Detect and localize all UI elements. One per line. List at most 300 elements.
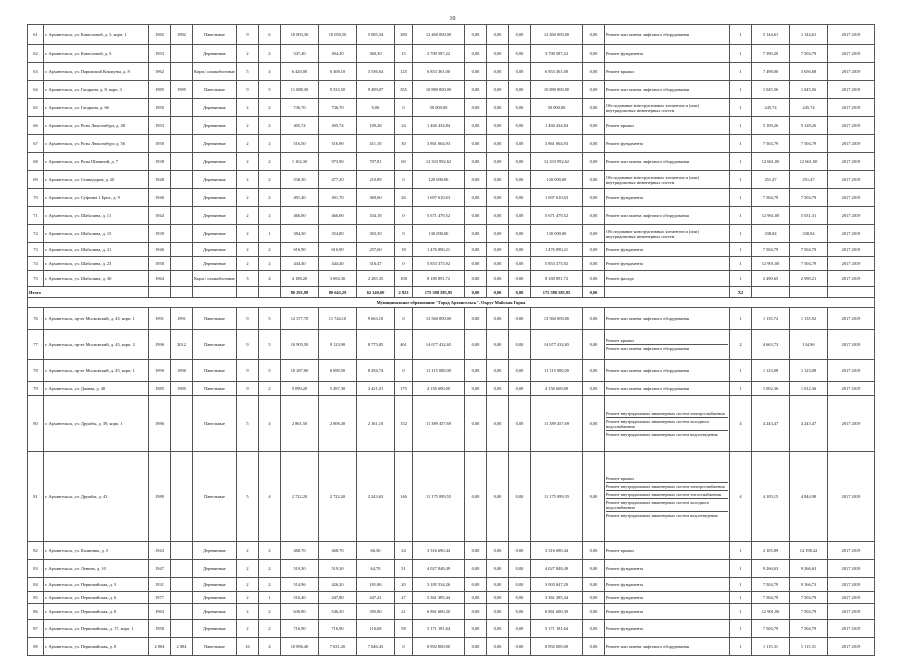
work-count: 1 <box>730 604 752 620</box>
cost-local: 0,00 <box>509 25 531 45</box>
area-premises: 546,30 <box>319 604 357 620</box>
area-premises: 2 722,20 <box>319 452 357 542</box>
work-item: Ремонт внутридомовых инженерных систем электроснабжения <box>606 483 728 491</box>
wall-material: Деревянные <box>193 604 237 620</box>
cost-regional: 0,00 <box>487 330 509 360</box>
year-built: 1989 <box>149 452 171 542</box>
table-row <box>28 308 875 330</box>
address: г. Архангельск, ул. Розы Шаниной, д. 7 <box>44 153 149 171</box>
repair-cost: 6 861 600,30 <box>413 604 465 620</box>
row-number: 79 <box>28 382 44 396</box>
work-types <box>605 207 730 225</box>
cost-other: 0,00 <box>583 99 605 117</box>
address: г. Архангельск, ул. Шабалина, д. 21 <box>44 243 149 257</box>
work-item: Обследование конструктивных элементов и (или) внутридомовых инженерных систем <box>606 174 699 185</box>
table-row <box>28 638 875 656</box>
year-commissioned <box>171 171 193 189</box>
work-types <box>605 81 730 99</box>
cost-federal: 0,00 <box>465 117 487 135</box>
cost-other: 0,00 <box>583 452 605 542</box>
work-types <box>605 243 730 257</box>
unit-cost: 12 901,00 <box>752 257 790 271</box>
wall-material: Деревянные <box>193 620 237 638</box>
cost-owners: 3 700 587,22 <box>531 45 583 63</box>
area-total: 11 088,30 <box>281 81 319 99</box>
cost-federal: 0,00 <box>465 45 487 63</box>
residents: 108 <box>395 271 413 287</box>
floors: 2 <box>237 135 259 153</box>
table-row <box>28 63 875 81</box>
work-item: Ремонт или замена лифтового оборудования <box>606 346 689 351</box>
work-types <box>605 271 730 287</box>
cost-regional: 0,00 <box>487 135 509 153</box>
address: г. Архангельск, ул. Стивидоров, д. 20 <box>44 171 149 189</box>
residents: 0 <box>395 207 413 225</box>
floors: 2 <box>237 207 259 225</box>
work-item: Ремонт или замена лифтового оборудования <box>606 368 689 373</box>
unit-cost: 4 663,73 <box>752 330 790 360</box>
area-living: 66,30 <box>357 542 395 560</box>
repair-cost: 5 671 479,52 <box>413 207 465 225</box>
cost-owners: 11 175 099,55 <box>531 452 583 542</box>
table-row <box>28 171 875 189</box>
address: г. Архангельск, ул. Суфтина 1 Бриг., д. 9 <box>44 189 149 207</box>
unit-cost: 7 498,00 <box>752 63 790 81</box>
cost-local: 0,00 <box>509 638 531 656</box>
row-number: 61 <box>28 25 44 45</box>
year-commissioned <box>171 257 193 271</box>
cost-other: 0,00 <box>583 560 605 578</box>
year-built: 1944 <box>149 207 171 225</box>
cost-other: 0,00 <box>583 638 605 656</box>
repair-cost: 130 000,00 <box>413 225 465 243</box>
cost-owners: 13 560 000,00 <box>531 308 583 330</box>
area-living: 0,00 <box>357 99 395 117</box>
address: г. Архангельск, ул. Первомайская, д. 6 <box>44 592 149 604</box>
area-living: 303,30 <box>357 225 395 243</box>
entrances: 2 <box>259 207 281 225</box>
residents: 461 <box>395 330 413 360</box>
work-item: Ремонт фундамента <box>606 51 644 56</box>
work-count: 1 <box>730 271 752 287</box>
area-total: 519,30 <box>281 560 319 578</box>
work-item: Ремонт крыши <box>606 337 728 345</box>
floors: 3 <box>237 271 259 287</box>
area-premises: 466,00 <box>319 207 357 225</box>
wall-material: Деревянные <box>193 243 237 257</box>
work-count: 1 <box>730 638 752 656</box>
floors: 16 <box>237 638 259 656</box>
table-row <box>28 330 875 360</box>
wall-material: Деревянные <box>193 171 237 189</box>
area-living: 395,80 <box>357 604 395 620</box>
area-living: 110,68 <box>357 620 395 638</box>
entrances: 2 <box>259 153 281 171</box>
area-living: 2 243,63 <box>357 452 395 542</box>
unit-cost-limit: 9 266,63 <box>790 560 828 578</box>
totals-zero: 0,00 <box>465 287 487 298</box>
year-commissioned: 2 004 <box>171 638 193 656</box>
row-number: 85 <box>28 592 44 604</box>
work-types <box>605 542 730 560</box>
work-item: Ремонт фундамента <box>606 261 644 266</box>
floors: 2 <box>237 45 259 63</box>
cost-regional: 0,00 <box>487 25 509 45</box>
work-item: Ремонт фасада <box>606 276 634 281</box>
unit-cost: 338,84 <box>752 225 790 243</box>
area-premises: 616,90 <box>319 243 357 257</box>
cost-owners: 1 697 610,63 <box>531 189 583 207</box>
entrances: 1 <box>259 592 281 604</box>
repair-cost: 8 892 000,00 <box>413 638 465 656</box>
floors: 9 <box>237 81 259 99</box>
year-built: 1985 <box>149 382 171 396</box>
address: г. Архангельск, ул. Розы Люксембург, д. 48 <box>44 117 149 135</box>
cost-other: 0,00 <box>583 117 605 135</box>
year-built: 1950 <box>149 99 171 117</box>
residents: 175 <box>395 382 413 396</box>
table-row <box>28 135 875 153</box>
wall-material: Деревянные <box>193 45 237 63</box>
area-living: 257,60 <box>357 243 395 257</box>
table-row <box>28 257 875 271</box>
area-premises: 2 808,40 <box>319 396 357 452</box>
table-row <box>28 225 875 243</box>
floors: 2 <box>237 592 259 604</box>
cost-regional: 0,00 <box>487 638 509 656</box>
work-item: Ремонт или замена лифтового оборудования <box>606 159 689 164</box>
work-types <box>605 560 730 578</box>
area-premises: 10 050,50 <box>319 25 357 45</box>
cost-federal: 0,00 <box>465 271 487 287</box>
floors: 2 <box>237 189 259 207</box>
work-count: 1 <box>730 207 752 225</box>
repair-cost: 5 853 375,92 <box>413 257 465 271</box>
work-count: 1 <box>730 99 752 117</box>
work-count: 1 <box>730 171 752 189</box>
address: г. Архангельск, ул. Гагарина, д. 8, корп. 3 <box>44 81 149 99</box>
cost-regional: 0,00 <box>487 382 509 396</box>
area-total: 12 377,70 <box>281 308 319 330</box>
cost-regional: 0,00 <box>487 117 509 135</box>
year-built: 1953 <box>149 117 171 135</box>
year-built: 1962 <box>149 63 171 81</box>
totals-count: X2 <box>730 287 752 298</box>
repair-cost: 3 185 534,26 <box>413 578 465 592</box>
period: 2017 2019 <box>828 330 875 360</box>
cost-regional: 0,00 <box>487 542 509 560</box>
cost-local: 0,00 <box>509 578 531 592</box>
unit-cost-limit: 4 844,98 <box>790 452 828 542</box>
work-types <box>605 382 730 396</box>
floors: 2 <box>237 225 259 243</box>
area-total: 2 861,50 <box>281 396 319 452</box>
row-number: 66 <box>28 117 44 135</box>
work-types <box>605 99 730 117</box>
work-count: 1 <box>730 135 752 153</box>
year-built: 1943 <box>149 542 171 560</box>
area-total: 616,90 <box>281 243 319 257</box>
year-commissioned: 1985 <box>171 382 193 396</box>
year-commissioned: 2012 <box>171 330 193 360</box>
year-commissioned <box>171 135 193 153</box>
cost-owners: 4 027 848,49 <box>531 560 583 578</box>
area-living: 707,81 <box>357 153 395 171</box>
year-commissioned <box>171 542 193 560</box>
work-item: Ремонт фундамента <box>606 609 644 614</box>
row-number: 74 <box>28 257 44 271</box>
work-count: 4 <box>730 396 752 452</box>
cost-regional: 0,00 <box>487 271 509 287</box>
year-built: 1977 <box>149 592 171 604</box>
work-count: 1 <box>730 592 752 604</box>
unit-cost: 5 109,26 <box>752 117 790 135</box>
year-built: 1950 <box>149 135 171 153</box>
address: г. Архангельск, ул. Дачная, д. 40 <box>44 382 149 396</box>
table-row <box>28 45 875 63</box>
period: 2017 2019 <box>828 271 875 287</box>
table-body-bottom <box>28 308 875 656</box>
work-types <box>605 257 730 271</box>
cost-owners: 5 671 479,52 <box>531 207 583 225</box>
year-commissioned <box>171 63 193 81</box>
row-number: 65 <box>28 99 44 117</box>
row-number: 68 <box>28 153 44 171</box>
row-number: 87 <box>28 620 44 638</box>
residents: 18 <box>395 243 413 257</box>
cost-local: 0,00 <box>509 135 531 153</box>
cost-other: 0,00 <box>583 620 605 638</box>
address: г. Архангельск, ул. Шабалина, д. 23 <box>44 257 149 271</box>
cost-owners: 120 000,00 <box>531 171 583 189</box>
work-item: Обследование конструктивных элементов и (или) внутридомовых инженерных систем <box>606 102 699 113</box>
row-number: 80 <box>28 396 44 452</box>
floors: 5 <box>237 63 259 81</box>
repair-cost: 3 700 587,22 <box>413 45 465 63</box>
area-premises: 9 533,50 <box>319 81 357 99</box>
address: г. Архангельск, ул. Шабалина, д. 15 <box>44 225 149 243</box>
work-types <box>605 25 730 45</box>
cost-local: 0,00 <box>509 452 531 542</box>
area-total: 1 102,30 <box>281 153 319 171</box>
year-commissioned: 1985 <box>171 81 193 99</box>
area-premises: 11 744,10 <box>319 308 357 330</box>
work-types <box>605 45 730 63</box>
unit-cost-limit: 7 504,79 <box>790 257 828 271</box>
work-item: Ремонт или замена лифтового оборудования <box>606 87 689 92</box>
work-types <box>605 604 730 620</box>
unit-cost: 7 504,79 <box>752 135 790 153</box>
cost-other: 0,00 <box>583 243 605 257</box>
area-living: 5 085,34 <box>357 25 395 45</box>
entrances: 5 <box>259 360 281 382</box>
floors: 9 <box>237 330 259 360</box>
cost-owners: 1 476 890,21 <box>531 243 583 257</box>
area-total: 2 722,20 <box>281 452 319 542</box>
work-count: 1 <box>730 63 752 81</box>
cost-regional: 0,00 <box>487 308 509 330</box>
cost-local: 0,00 <box>509 542 531 560</box>
unit-cost-limit: 7 504,79 <box>790 45 828 63</box>
floors: 9 <box>237 382 259 396</box>
area-total: 6 420,00 <box>281 63 319 81</box>
wall-material: Деревянные <box>193 560 237 578</box>
totals-label: Итого <box>28 287 149 298</box>
residents: 0 <box>395 638 413 656</box>
unit-cost: 7 390,20 <box>752 45 790 63</box>
totals-zero: 0,00 <box>509 287 531 298</box>
repair-cost: 1 476 890,21 <box>413 243 465 257</box>
entrances: 1 <box>259 225 281 243</box>
year-built: 1958 <box>149 620 171 638</box>
area-premises: 973,90 <box>319 153 357 171</box>
period: 2017 2019 <box>828 257 875 271</box>
unit-cost: 1 123,08 <box>752 360 790 382</box>
cost-owners: 3 361 385,44 <box>531 592 583 604</box>
area-premises: 736,70 <box>319 99 357 117</box>
row-number: 73 <box>28 243 44 257</box>
totals-people: 2 923 <box>395 287 413 298</box>
cost-other: 0,00 <box>583 153 605 171</box>
table-row <box>28 25 875 45</box>
table-row <box>28 592 875 604</box>
year-built: 1964 <box>149 271 171 287</box>
residents: 26 <box>395 189 413 207</box>
cost-regional: 0,00 <box>487 360 509 382</box>
residents: 24 <box>395 117 413 135</box>
address: г. Архангельск, ул. Первомайская, д. 5 <box>44 578 149 592</box>
work-item: Ремонт внутридомовых инженерных систем холодного водоснабжения <box>606 499 728 512</box>
cost-owners: 5 171 181,64 <box>531 620 583 638</box>
totals-zero: 0,00 <box>583 287 605 298</box>
unit-cost-limit: 7 504,79 <box>790 604 828 620</box>
cost-other: 0,00 <box>583 382 605 396</box>
table-row <box>28 81 875 99</box>
work-item: Ремонт фундамента <box>606 595 644 600</box>
work-count: 1 <box>730 25 752 45</box>
year-commissioned <box>171 604 193 620</box>
row-number: 75 <box>28 271 44 287</box>
work-count: 1 <box>730 382 752 396</box>
year-built: 1991 <box>149 308 171 330</box>
cost-federal: 0,00 <box>465 207 487 225</box>
cost-other: 0,00 <box>583 592 605 604</box>
work-count: 1 <box>730 257 752 271</box>
cost-local: 0,00 <box>509 330 531 360</box>
unit-cost-limit: 2 990,21 <box>790 271 828 287</box>
cost-owners: 8 892 000,00 <box>531 638 583 656</box>
cost-federal: 0,00 <box>465 578 487 592</box>
floors: 2 <box>237 99 259 117</box>
cost-other: 0,00 <box>583 81 605 99</box>
cost-owners: 4 156 600,00 <box>531 382 583 396</box>
work-count: 2 <box>730 330 752 360</box>
cost-local: 0,00 <box>509 620 531 638</box>
address: г. Архангельск, ул. Парижской Коммуны, д. 8 <box>44 63 149 81</box>
cost-federal: 0,00 <box>465 153 487 171</box>
wall-material: Панельные <box>193 25 237 45</box>
work-count: 1 <box>730 243 752 257</box>
address: г. Архангельск, ул. Кавголовой, д. 5, корп. 1 <box>44 25 149 45</box>
entrances: 2 <box>259 171 281 189</box>
address: г. Архангельск, ул. Дружбы, д. 43 <box>44 452 149 542</box>
unit-cost-limit: 1 115,31 <box>790 638 828 656</box>
floors: 5 <box>237 396 259 452</box>
cost-owners: 10 880 000,00 <box>531 81 583 99</box>
work-count: 1 <box>730 620 752 638</box>
area-total: 444,40 <box>281 257 319 271</box>
table-body-top <box>28 25 875 287</box>
cost-other: 0,00 <box>583 257 605 271</box>
cost-owners: 3 316 690,44 <box>531 542 583 560</box>
work-item: Ремонт внутридомовых инженерных систем теплоснабжения <box>606 491 728 499</box>
work-item: Ремонт фундамента <box>606 141 644 146</box>
period: 2017 2019 <box>828 452 875 542</box>
entrances: 4 <box>259 396 281 452</box>
floors: 2 <box>237 243 259 257</box>
area-premises: 6 308,10 <box>319 63 357 81</box>
unit-cost: 12 661,00 <box>752 153 790 171</box>
area-living: 360,30 <box>357 45 395 63</box>
cost-federal: 0,00 <box>465 171 487 189</box>
work-count: 1 <box>730 542 752 560</box>
entrances: 5 <box>259 330 281 360</box>
unit-cost: 7 504,79 <box>752 578 790 592</box>
entrances: 2 <box>259 620 281 638</box>
cost-regional: 0,00 <box>487 81 509 99</box>
cost-federal: 0,00 <box>465 620 487 638</box>
area-total: 630,80 <box>281 604 319 620</box>
period: 2017 2019 <box>828 308 875 330</box>
totals-row <box>28 287 875 298</box>
wall-material: Панельные <box>193 382 237 396</box>
year-built: 1948 <box>149 171 171 189</box>
cost-regional: 0,00 <box>487 99 509 117</box>
table-row <box>28 382 875 396</box>
area-living: 9 409,07 <box>357 81 395 99</box>
wall-material: Деревянные <box>193 225 237 243</box>
work-item: Ремонт или замена лифтового оборудования <box>606 213 689 218</box>
cost-other: 0,00 <box>583 189 605 207</box>
entrances: 4 <box>259 638 281 656</box>
cost-owners: 12 460 000,00 <box>531 25 583 45</box>
address: г. Архангельск, ул. Дружбы, д. 39, корп. 1 <box>44 396 149 452</box>
work-item: Ремонт или замена лифтового оборудования <box>606 316 689 321</box>
address: г. Архангельск, пр-кт Московский, д. 43, корп. 1 <box>44 308 149 330</box>
period: 2017 2019 <box>828 638 875 656</box>
area-living: 64,70 <box>357 560 395 578</box>
area-premises: 716,90 <box>319 620 357 638</box>
address: г. Архангельск, ул. Калинина, д. 5 <box>44 542 149 560</box>
area-living: 334,18 <box>357 207 395 225</box>
period: 2017 2019 <box>828 578 875 592</box>
unit-cost: 1 135,72 <box>752 308 790 330</box>
area-total: 468,70 <box>281 542 319 560</box>
unit-cost: 245,74 <box>752 99 790 117</box>
work-item: Ремонт крыши <box>606 69 634 74</box>
period: 2017 2019 <box>828 382 875 396</box>
cost-local: 0,00 <box>509 560 531 578</box>
unit-cost: 7 504,79 <box>752 592 790 604</box>
row-number: 86 <box>28 604 44 620</box>
repair-cost: 6 853 361,00 <box>413 63 465 81</box>
area-premises: 405,74 <box>319 117 357 135</box>
cost-federal: 0,00 <box>465 360 487 382</box>
residents: 15 <box>395 45 413 63</box>
year-built: 2 004 <box>149 638 171 656</box>
wall-material: Деревянные <box>193 592 237 604</box>
unit-cost-limit: 4 243,47 <box>790 396 828 452</box>
